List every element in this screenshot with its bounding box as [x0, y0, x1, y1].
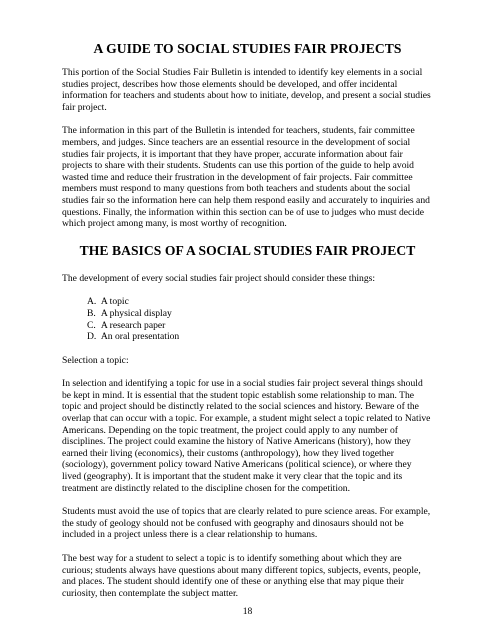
list-item	[87, 331, 433, 343]
list-item-marker: B.	[87, 307, 96, 319]
list-item	[87, 320, 433, 332]
topic-paragraph-1: In selection and identifying a topic for use in a social studies fair project several things should be kept in mind. It is essential that the student topic establish some relationship to man. The topic and project should be distinctly related to the social sciences and history. Beware of the overlap that can occur with a topic. For example, a student might select a topic related to Native Americans. Depending on the topic treatment, the project could apply to any number of disciplines. The project could examine the history of Native Americans (history), how they earned their living (economics), their customs (anthropology), how they lived together (sociology), government policy toward Native Americans (political science), or where they lived (geography). It is important that the student make it very clear that the topic and its treatment are distinctly related to the discipline chosen for the competition.	[62, 378, 431, 494]
page-number: 18	[242, 606, 253, 617]
list-item-text: A topic	[100, 296, 129, 308]
basics-list	[62, 296, 433, 342]
info-paragraph: The information in this part of the Bulletin is intended for teachers, students, fair committee members, and judges. Since teachers are an essential resource in the development of social studies fair projects, it is important that they have proper, accurate information about fair projects to share with their students. Students can use this portion of the guide to help avoid wasted time and reduce their frustration in the development of fair projects. Fair committee members must respond to many questions from both teachers and students about the social studies fair so the information here can help them respond easily and accurately to inquiries and questions. Finally, the information within this section can be of use to judges who must decide which project among many, is most worthy of recognition.	[62, 125, 430, 230]
topic-paragraph-3: The best way for a student to select a topic is to identify something about which they are curious; students always have questions about many different topics, subjects, events, people, and places. The student should identify one of these or anything else that may pique their curiosity, then contemplate the subject matter.	[62, 553, 421, 599]
basics-intro-paragraph: The development of every social studies fair project should consider these things:	[62, 272, 376, 284]
section-heading-basics: THE BASICS OF A SOCIAL STUDIES FAIR PROJECT	[79, 242, 416, 258]
list-item-text: A research paper	[100, 319, 166, 331]
topic-subheading: Selection a topic:	[62, 354, 129, 366]
intro-paragraph: This portion of the Social Studies Fair Bulletin is intended to identify key elements in a social studies project, describes how those elements should be developed, and offer incidental information for teachers and students about how to initiate, develop, and present a social studies fair project.	[62, 67, 431, 113]
section-heading-guide: A GUIDE TO SOCIAL STUDIES FAIR PROJECTS	[93, 41, 402, 56]
list-item	[87, 308, 433, 320]
list-item-marker: A.	[87, 296, 97, 308]
list-item-text: A physical display	[100, 307, 172, 319]
list-item-text: An oral presentation	[100, 331, 180, 343]
list-item-marker: D.	[87, 331, 97, 343]
list-item	[87, 296, 433, 308]
list-item-marker: C.	[87, 319, 96, 331]
topic-paragraph-2: Students must avoid the use of topics that are clearly related to pure science areas. For example, the study of geology should not be confused with geography and dinosaurs should not be included in a project unless there is a clear relationship to humans.	[62, 506, 431, 541]
